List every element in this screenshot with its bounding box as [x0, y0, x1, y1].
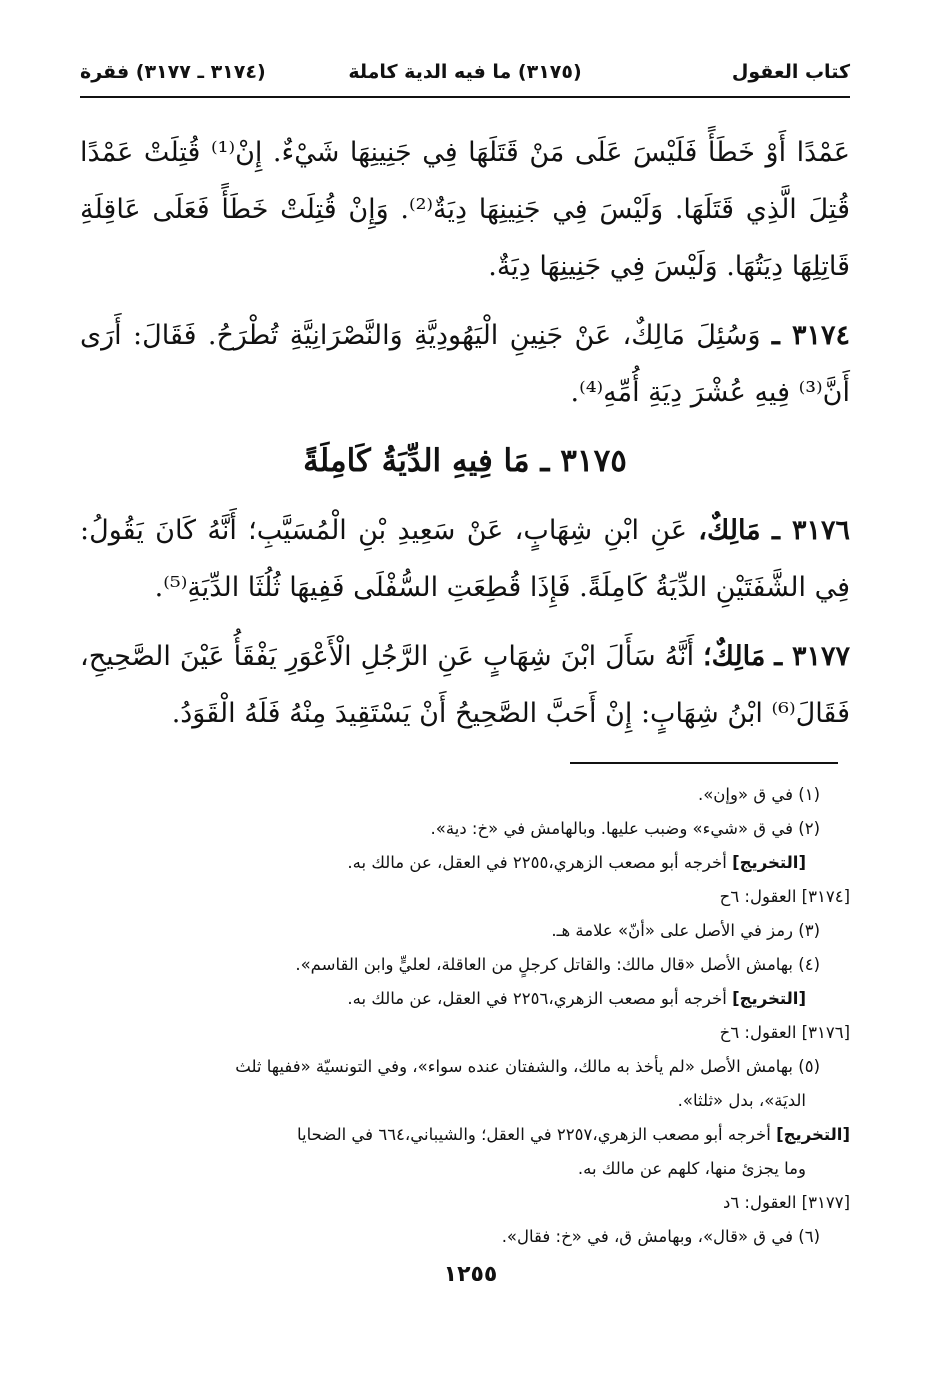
narrator-name: مَالِكٌ؛ [703, 641, 766, 672]
paragraph-number: ٣١٧٦ ـ [771, 515, 850, 546]
takhrij-label: [التخريج] [732, 989, 806, 1008]
paragraph-text: أَنَّهُ سَأَلَ ابْنَ شِهَابٍ عَنِ الرَّجُلِ الْأَعْوَرِ يَفْقَأُ عَيْنَ الصَّحِيحِ، فَقَالَ⁽⁶⁾ ابْنُ شِهَابٍ: إِنْ أَحَبَّ الصَّحِيحُ أَنْ يَسْتَقِيدَ مِنْهُ فَلَهُ الْقَوَدُ. [80, 641, 850, 729]
takhrij-note [80, 982, 850, 1016]
takhrij-continued: وما يجزئ منها، كلهم عن مالك به. [577, 1159, 806, 1178]
reference-3174: [٣١٧٤] العقول: ٦ح [719, 887, 850, 906]
footnote-6: (٦) في ق «قال»، وبهامش ق، في «خ: فقال». [501, 1227, 820, 1246]
paragraph-text: عَنِ ابْنِ شِهَابٍ، عَنْ سَعِيدِ بْنِ الْمُسَيَّبِ؛ أَنَّهُ كَانَ يَقُولُ: فِي الشَّفَتَيْنِ الدِّيَةُ كَامِلَةً. فَإِذَا قُطِعَتِ السُّفْلَى فَفِيهَا ثُلُثَا الدِّيَةِ⁽⁵⁾. [80, 515, 850, 603]
footnote-5: (٥) بهامش الأصل «لم يأخذ به مالك، والشفتان عنده سواء»، وفي التونسيّة «ففيها ثلث [235, 1057, 820, 1076]
footnote-3: (٣) رمز في الأصل على «أنّ» علامة هـ. [551, 921, 820, 940]
footnotes [80, 778, 850, 1254]
takhrij-text: أخرجه أبو مصعب الزهري،٢٢٥٥ في العقل، عن مالك به. [347, 853, 727, 872]
paragraph-3176 [80, 502, 850, 616]
takhrij-text: أخرجه أبو مصعب الزهري،٢٢٥٧ في العقل؛ والشيباني،٦٦٤ في الضحايا [296, 1125, 771, 1144]
paragraph-text: وَسُئِلَ مَالِكٌ، عَنْ جَنِينِ الْيَهُودِيَّةِ وَالنَّصْرَانِيَّةِ تُطْرَحُ. فَقَالَ: أَرَى أَنَّ⁽³⁾ فِيهِ عُشْرَ دِيَةِ أُمِّهِ⁽⁴⁾. [80, 320, 850, 408]
paragraph-number: ٣١٧٤ ـ [771, 320, 850, 351]
page-number: ١٢٥٥ [443, 1262, 498, 1287]
takhrij-note [80, 846, 850, 880]
footnote-5-continued: الديَة»، بدل «ثلثا». [677, 1091, 806, 1110]
header-section-title: (٣١٧٥) ما فيه الدية كاملة [348, 61, 582, 83]
reference-3177: [٣١٧٧] العقول: ٦د [722, 1193, 850, 1212]
takhrij-note [80, 1118, 850, 1152]
paragraph-3174 [80, 307, 850, 421]
header-divider [80, 96, 850, 98]
continued-paragraph: عَمْدًا أَوْ خَطَأً فَلَيْسَ عَلَى مَنْ قَتَلَهَا فِي جَنِينِهَا شَيْءٌ. إِنْ⁽¹⁾ قُتِلَتْ عَمْدًا قُتِلَ الَّذِي قَتَلَهَا. وَلَيْسَ فِي جَنِينِهَا دِيَةٌ⁽²⁾. وَإِنْ قُتِلَتْ خَطَأً فَعَلَى عَاقِلَةِ قَاتِلِهَا دِيَتُهَا. وَلَيْسَ فِي جَنِينِهَا دِيَةٌ. [80, 137, 850, 282]
footnote-4: (٤) بهامش الأصل «قال مالك: والقاتل كرجلٍ من العاقلة، لعليٍّ وابن القاسم». [295, 955, 820, 974]
narrator-name: مَالِكٌ، [698, 515, 761, 546]
takhrij-text: أخرجه أبو مصعب الزهري،٢٢٥٦ في العقل، عن مالك به. [347, 989, 727, 1008]
footnote-2: (٢) في ق «شيء» وضبب عليها. وبالهامش في «خ: دية». [430, 819, 820, 838]
chapter-title: ٣١٧٥ ـ مَا فِيهِ الدِّيَةُ كَامِلَةً [303, 443, 627, 479]
paragraph-number: ٣١٧٧ ـ [774, 641, 850, 672]
reference-3176: [٣١٧٦] العقول: ٦خ [719, 1023, 850, 1042]
header-book-title: كتاب العقول [731, 61, 850, 83]
footnote-1: (١) في ق «وإن». [697, 785, 820, 804]
footnote-divider [570, 762, 838, 764]
paragraph-3177 [80, 628, 850, 742]
takhrij-label: [التخريج] [776, 1125, 850, 1144]
takhrij-label: [التخريج] [732, 853, 806, 872]
main-text [80, 124, 850, 754]
header-paragraph-range: (٣١٧٤ ـ ٣١٧٧) فقرة [80, 61, 266, 83]
running-header [80, 52, 850, 92]
